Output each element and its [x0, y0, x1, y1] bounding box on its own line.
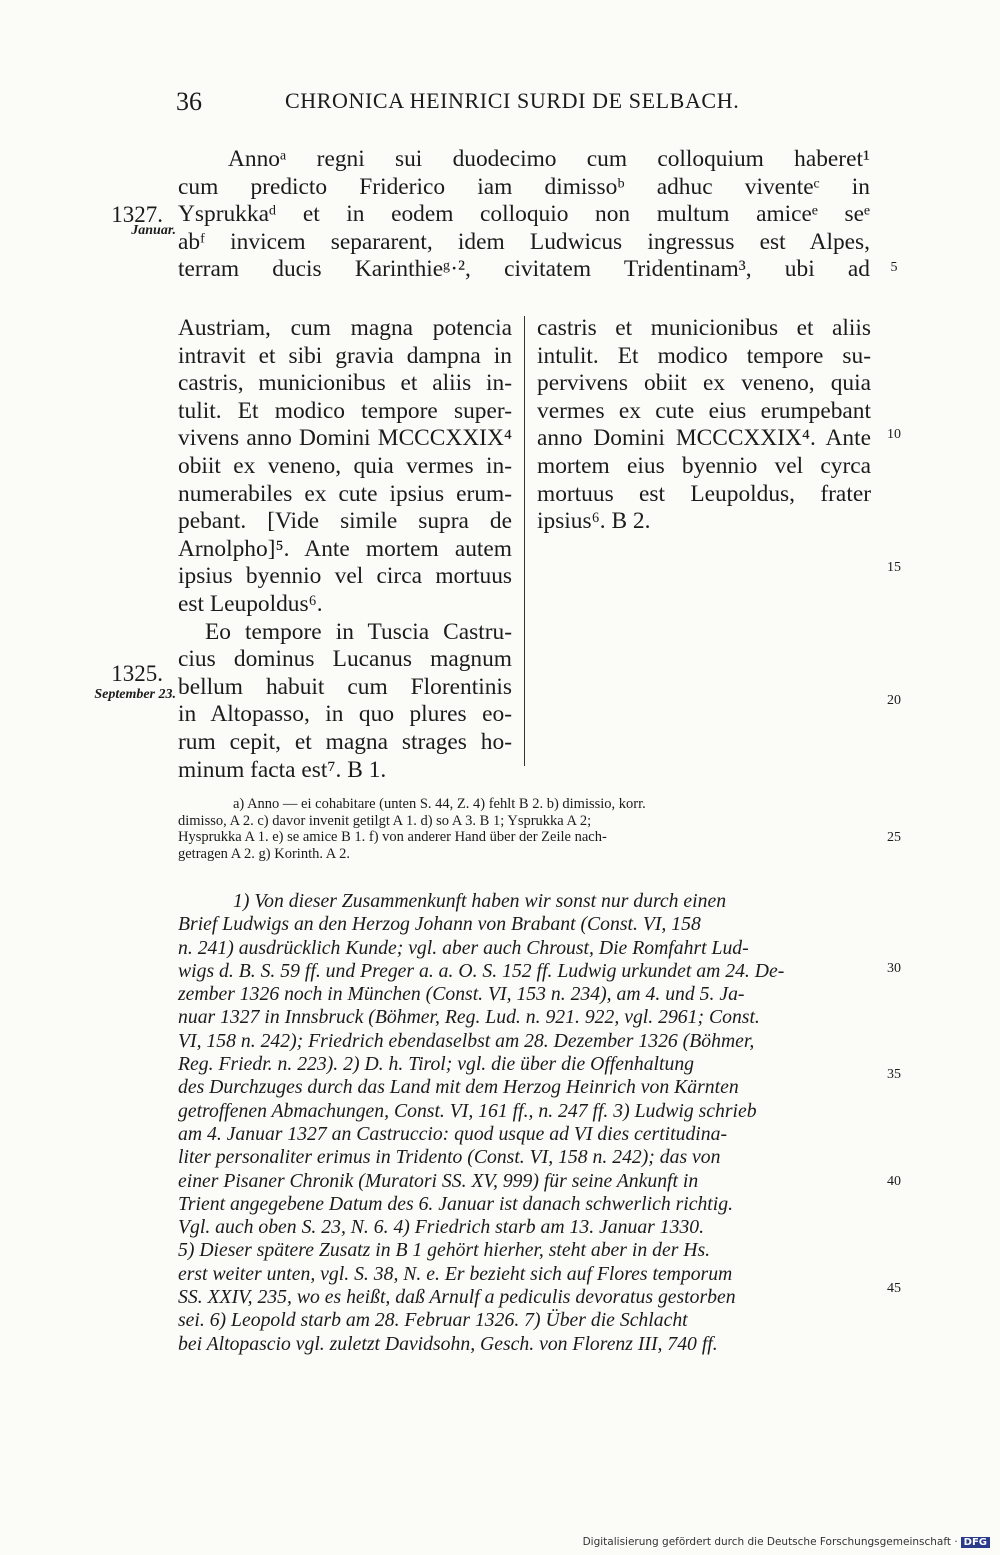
footnote-line: des Durchzuges durch das Land mit dem Herzog Heinrich von Kärnten [178, 1076, 739, 1099]
line-number: 40 [887, 1174, 901, 1189]
footnote-line: 1) Von dieser Zusammenkunft haben wir sonst nur durch einen [233, 890, 727, 912]
footnote-line: bei Altopascio vgl. zuletzt Davidsohn, Gesch. von Florenz III, 740 ff. [178, 1332, 718, 1355]
text-line: Austriam, cum magna potencia [178, 315, 512, 341]
margin-date-september: September 23. [94, 687, 176, 702]
footnote-line: am 4. Januar 1327 an Castruccio: quod usque ad VI dies certitudina- [178, 1122, 728, 1145]
text-line: bellum habuit cum Florentinis [178, 673, 512, 700]
text-line: mortem eius byennio vel cyrca [537, 452, 871, 479]
text-line: mortuus est Leupoldus, frater [537, 480, 871, 507]
footnote-line: Trient angegebene Datum des 6. Januar ist danach schwerlich richtig. [178, 1192, 734, 1215]
text-line: cius dominus Lucanus magnum [178, 646, 512, 673]
dfg-logo: DFG [961, 1537, 990, 1548]
line-number: 20 [887, 693, 901, 708]
text-line: est Leupoldus⁶. [178, 590, 323, 617]
commentary-footnotes [178, 890, 872, 1356]
footnote-line: liter personaliter erimus in Tridento (Const. VI, 158 n. 242); das von [178, 1146, 721, 1169]
footnote-line: zember 1326 noch in München (Const. VI, 153 n. 234), am 4. und 5. Ja- [178, 983, 745, 1006]
text-line: ipsius⁶. B 2. [537, 508, 651, 535]
text-line: minum facta est⁷. B 1. [178, 756, 387, 783]
line-number: 15 [887, 560, 901, 575]
variant-note-line: getragen A 2. g) Korinth. A 2. [178, 845, 350, 862]
text-line: Arnolpho]⁵. Ante mortem autem [178, 535, 512, 562]
footnote-line: SS. XXIV, 235, wo es heißt, daß Arnulf a pediculis devoratus gestorben [178, 1286, 736, 1309]
column-divider [524, 316, 525, 766]
variant-note-line: dimisso, A 2. c) davor invenit getilgt A 1. d) so A 3. B 1; Ysprukka A 2; [178, 812, 592, 829]
line-number: 10 [887, 427, 901, 442]
footnote-line: erst weiter unten, vgl. S. 38, N. e. Er bezieht sich auf Flores temporum [178, 1262, 733, 1285]
digitization-credit [583, 1536, 990, 1548]
text-line: castris et municionibus et aliis [537, 315, 871, 341]
text-line: ipsius byennio vel circa mortuus [178, 563, 512, 590]
footnote-line: einer Pisaner Chronik (Muratori SS. XV, 999) für seine Ankunft in [178, 1169, 699, 1192]
line-number: 35 [887, 1067, 901, 1082]
text-line: castris, municionibus et aliis in- [178, 370, 512, 397]
line-number: 5 [890, 260, 898, 275]
variant-note-line: Hysprukka A 1. e) se amice B 1. f) von anderer Hand über der Zeile nach- [178, 829, 607, 845]
margin-year-1325: 1325. [111, 661, 163, 686]
text-line: obiit ex veneno, quia vermes in- [178, 452, 512, 479]
text-line: numerabiles ex cute ipsius erum- [178, 480, 512, 507]
text-line: vermes ex cute eius erumpebant [537, 397, 871, 424]
text-line: pebant. [Vide simile supra de [178, 508, 512, 535]
right-column-text [537, 315, 871, 536]
variant-notes [178, 796, 872, 862]
text-line: anno Domini MCCCXXIX⁴. Ante [537, 425, 871, 452]
margin-year-1327: 1327. [111, 202, 163, 227]
text-line: terram ducis Karinthieᵍ·², civitatem Tridentinam³, ubi ad [178, 256, 870, 283]
text-line: Ysprukkaᵈ et in eodem colloquio non multum amiceᵉ seᵉ [178, 201, 870, 228]
variant-note-line: a) Anno — ei cohabitare (unten S. 44, Z. 4) fehlt B 2. b) dimissio, korr. [233, 796, 646, 812]
text-line: tulit. Et modico tempore super- [178, 397, 512, 424]
line-number: 30 [887, 961, 901, 976]
footnote-line: sei. 6) Leopold starb am 28. Februar 1326. 7) Über die Schlacht [178, 1309, 688, 1332]
footnote-line: n. 241) ausdrücklich Kunde; vgl. aber auch Chroust, Die Romfahrt Lud- [178, 936, 749, 959]
text-line: in Altopasso, in quo plures eo- [178, 701, 512, 728]
text-line: pervivens obiit ex veneno, quia [537, 370, 871, 397]
footnote-line: getroffenen Abmachungen, Const. VI, 161 ff., n. 247 ff. 3) Ludwig schrieb [178, 1099, 757, 1122]
text-line: Annoᵃ regni sui duodecimo cum colloquium haberet¹ [228, 146, 870, 172]
line-number: 45 [887, 1281, 901, 1296]
text-line: vivens anno Domini MCCCXXIX⁴ [178, 425, 512, 452]
text-line: intulit. Et modico tempore su- [537, 342, 871, 369]
text-line: cum predicto Friderico iam dimissoᵇ adhuc viventeᶜ in [178, 173, 870, 200]
page-number: 36 [176, 87, 202, 116]
footnote-line: nuar 1327 in Innsbruck (Böhmer, Reg. Lud. n. 921. 922, vgl. 2961; Const. [178, 1006, 760, 1029]
left-column-text [178, 315, 512, 784]
main-text-intro [178, 146, 870, 284]
text-line: rum cepit, et magna strages ho- [178, 728, 512, 755]
footnote-line: Reg. Friedr. n. 223). 2) D. h. Tirol; vgl. die über die Offenhaltung [178, 1053, 695, 1076]
footnote-line: Vgl. auch oben S. 23, N. 6. 4) Friedrich starb am 13. Januar 1330. [178, 1216, 705, 1239]
text-line: Eo tempore in Tuscia Castru- [205, 618, 512, 645]
footnote-line: Brief Ludwigs an den Herzog Johann von Brabant (Const. VI, 158 [178, 913, 701, 936]
credit-text: Digitalisierung gefördert durch die Deutsche Forschungsgemeinschaft · [582, 1536, 958, 1548]
running-title: CHRONICA HEINRICI SURDI DE SELBACH. [285, 88, 740, 113]
line-number: 25 [887, 830, 901, 845]
text-line: abᶠ invicem separarent, idem Ludwicus ingressus est Alpes, [178, 228, 870, 255]
footnote-line: wigs d. B. S. 59 ff. und Preger a. a. O. S. 152 ff. Ludwig urkundet am 24. De- [178, 959, 785, 982]
margin-month-januar: Januar. [131, 223, 176, 238]
footnote-line: 5) Dieser spätere Zusatz in B 1 gehört hierher, steht aber in der Hs. [178, 1239, 711, 1262]
footnote-line: VI, 158 n. 242); Friedrich ebendaselbst am 28. Dezember 1326 (Böhmer, [178, 1029, 755, 1052]
text-line: intravit et sibi gravia dampna in [178, 342, 512, 369]
